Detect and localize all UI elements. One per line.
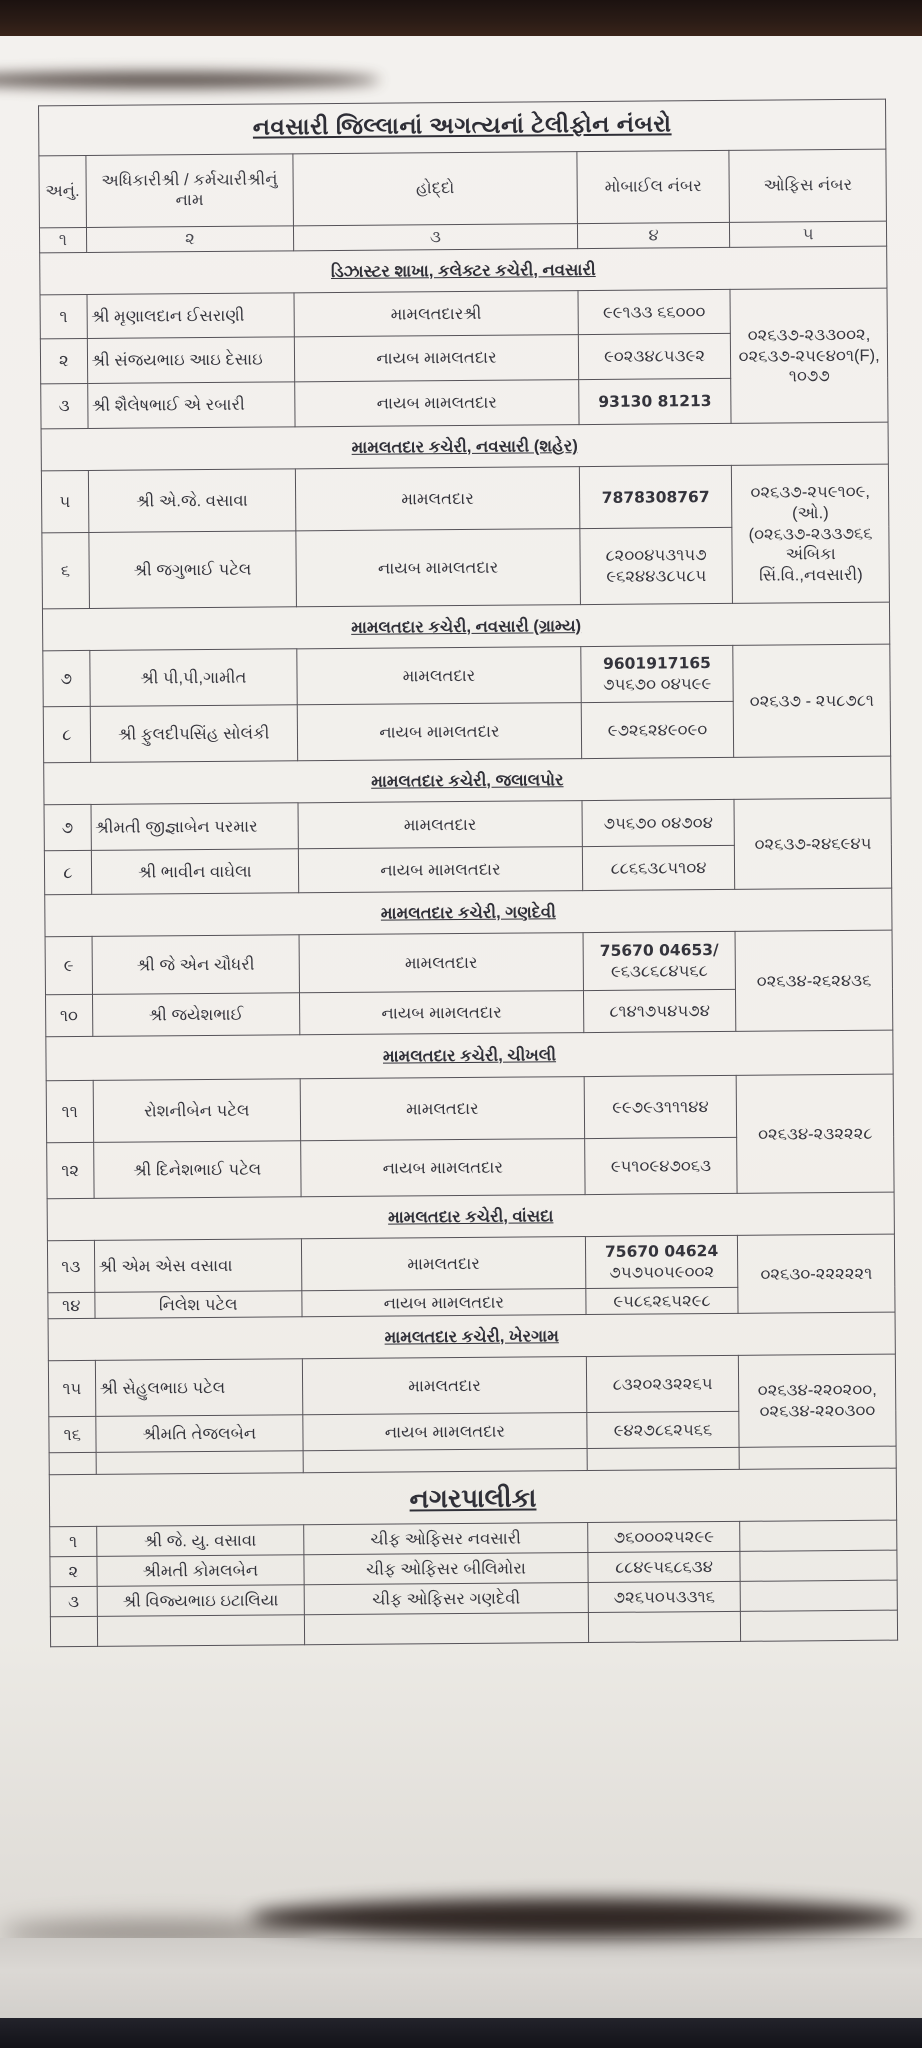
table-row — [43, 645, 890, 708]
table-row — [44, 799, 891, 852]
mobile-cell: ૭૨૬૫૦૫૩૩૧૬ — [588, 1582, 741, 1613]
empty-cell — [739, 1447, 896, 1470]
mobile-cell: ૯૫૮૬૨૬૫૨૯૮ — [586, 1288, 739, 1315]
designation-cell: નાયબ મામલતદાર — [302, 1289, 586, 1317]
mobile-cell: 93130 81213 — [579, 379, 732, 425]
name-cell: શ્રી દિનેશભાઈ પટેલ — [93, 1141, 301, 1199]
column-number: ૫ — [730, 221, 887, 248]
section-title: મામલતદાર કચેરી, ખેરગામ — [48, 1313, 895, 1362]
name-cell: શ્રી જયેશભાઈ — [92, 993, 300, 1037]
serial-cell: ૧૩ — [47, 1241, 94, 1293]
table-row — [47, 1235, 894, 1294]
designation-cell: ચીફ ઓફિસર બીલિમોરા — [304, 1553, 588, 1585]
section-title: મામલતદાર કચેરી, ચીખલી — [46, 1031, 893, 1082]
designation-cell: ચીફ ઓફિસર ગણદેવી — [304, 1583, 588, 1615]
col-header-serial: અનું. — [39, 155, 86, 227]
designation-cell: મામલતદાર — [299, 933, 583, 993]
serial-cell: ૭ — [43, 651, 90, 707]
mobile-cell: ૮૧૪૧૭૫૪૫૭૪ — [583, 990, 736, 1033]
designation-cell: નાયબ મામલતદાર — [297, 703, 581, 761]
col-header-office: ઓફિસ નંબર — [729, 149, 886, 222]
mobile-cell: ૯૦૨૩૪૮૫૩૯૨ — [578, 334, 731, 380]
mobile-cell: ૭૬૦૦૦૨૫૨૯૯ — [587, 1522, 740, 1553]
scanned-document — [38, 99, 898, 1648]
serial-cell: ૧૪ — [48, 1293, 95, 1319]
serial-cell: ૭ — [44, 805, 91, 851]
designation-cell: નાયબ મામલતદાર — [303, 1413, 587, 1451]
name-cell: શ્રી એ.જે. વસાવા — [88, 469, 296, 533]
office-cell: ૦૨૬૩૪-૨૨૦૨૦૦, ૦૨૬૩૪-૨૨૦૩૦૦ — [739, 1355, 896, 1448]
table-row — [40, 289, 887, 340]
empty-cell — [304, 1613, 588, 1645]
empty-cell — [303, 1449, 587, 1473]
section-title: મામલતદાર કચેરી, જલાલપોર — [44, 757, 891, 806]
serial-cell: ૧૫ — [48, 1361, 95, 1417]
mobile-cell: ૯૫૧૦૯૪૭૦૬૩ — [584, 1138, 737, 1195]
name-cell: શ્રી મૃણાલદાન ઈસરાણી — [87, 293, 295, 339]
serial-cell: ૧૬ — [49, 1417, 96, 1453]
mobile-cell: 9601917165 ૭૫૬૭૦ ૦૪૫૯૯ — [581, 646, 734, 703]
photo-top-dark-bar — [0, 0, 922, 36]
name-cell: શ્રી સંજયભાઇ આઇ દેસાઇ — [87, 337, 295, 384]
section-title: મામલતદાર કચેરી, નવસારી (ગ્રામ્ય) — [42, 603, 889, 652]
section-title: ડિઝાસ્ટર શાખા, કલેક્ટર કચેરી, નવસારી — [40, 247, 887, 296]
serial-cell: ૮ — [44, 851, 91, 895]
section-title: મામલતદાર કચેરી, નવસારી (શહેર) — [41, 423, 888, 472]
serial-cell: ૫ — [41, 471, 88, 533]
name-cell: શ્રી જે. યુ. વસાવા — [96, 1525, 304, 1557]
serial-cell: ૩ — [41, 384, 88, 429]
photo-bottom-dark-bar — [0, 2018, 922, 2048]
designation-cell: મામલતદાર — [302, 1357, 586, 1415]
office-cell: ૦૨૬૩૭-૨૪૬૯૪૫ — [734, 799, 891, 890]
name-cell: શ્રી જગુભાઈ પટેલ — [88, 531, 296, 609]
serial-cell: ૧ — [50, 1527, 97, 1557]
name-cell: રોશનીબેન પટેલ — [93, 1079, 301, 1143]
table-row — [45, 931, 892, 996]
empty-cell — [587, 1448, 740, 1471]
office-cell: ૦૨૬૩૪-૨૬૨૪૩૬ — [735, 931, 892, 1032]
empty-cell — [741, 1611, 898, 1642]
serial-cell: ૧૧ — [46, 1081, 93, 1143]
office-cell: ૦૨૬૩૪-૨૩૨૨૨૮ — [736, 1075, 894, 1194]
serial-cell: ૩ — [50, 1587, 97, 1617]
name-cell: શ્રી એમ એસ વસાવા — [94, 1239, 302, 1293]
header-row — [39, 149, 887, 228]
office-cell: ૦૨૬૩૭-૨૫૯૧૦૯, (ઓ.) (૦૨૬૩૭-૨૩૩૭૬૬ અંબિકા સિં.વિ.,નવસારી) — [732, 465, 890, 604]
serial-cell: ૧૦ — [46, 995, 93, 1037]
designation-cell: મામલતદાર — [295, 467, 579, 531]
name-cell: શ્રીમતી જીજ્ઞાબેન પરમાર — [91, 803, 299, 851]
designation-cell: મામલતદાર — [300, 1077, 584, 1141]
empty-row — [50, 1611, 897, 1648]
name-cell: શ્રી શૈલેષભાઈ એ રબારી — [87, 382, 295, 429]
mobile-cell: 75670 04624 ૭૫૭૫૦૫૯૦૦૨ — [585, 1236, 738, 1289]
mobile-cell: ૮૮૪૯૫૬૮૬૩૪ — [588, 1552, 741, 1583]
section-title: નગરપાલીકા — [49, 1469, 896, 1528]
mobile-cell: ૮૨૦૦૪૫૩૧૫૭ ૯૬૨૪૪૩૮૫૮૫ — [580, 528, 733, 605]
section-title: મામલતદાર કચેરી, વાંસદા — [47, 1193, 894, 1242]
office-cell: ૦૨૬૩૭-૨૩૩૦૦૨, ૦૨૬૩૭-૨૫૯૪૦૧(F), ૧૦૭૭ — [730, 289, 888, 424]
document-title: નવસારી જિલ્લાનાં અગત્યનાં ટેલીફોન નંબરો — [252, 110, 672, 140]
empty-cell — [96, 1451, 304, 1475]
mobile-cell: ૯૭૨૬૨૪૯૦૯૦ — [581, 702, 734, 759]
designation-cell: નાયબ મામલતદાર — [295, 380, 579, 427]
designation-cell: નાયબ મામલતદાર — [294, 335, 578, 382]
name-cell: શ્રીમતિ તેજલબેન — [95, 1415, 303, 1453]
designation-cell: મામલતદારશ્રી — [294, 291, 578, 337]
mobile-cell: ૮૩૨૦૨૩૨૨૬૫ — [586, 1356, 739, 1413]
scan-shadow-bottom — [250, 1898, 910, 1938]
section-title: મામલતદાર કચેરી, ગણદેવી — [45, 889, 892, 938]
table-row — [48, 1355, 895, 1418]
mobile-cell: 75670 04653/ ૯૬૩૮૬૮૪૫૬૮ — [583, 932, 736, 991]
serial-cell: ૨ — [50, 1557, 97, 1587]
designation-cell: નાયબ મામલતદાર — [296, 529, 580, 607]
mobile-cell: ૮૮૬૬૩૮૫૧૦૪ — [582, 846, 735, 891]
designation-cell: મામલતદાર — [302, 1237, 586, 1291]
designation-cell: મામલતદાર — [298, 801, 582, 849]
name-cell: શ્રી જે એન ચૌધરી — [92, 935, 300, 995]
column-number: ૪ — [577, 222, 730, 249]
empty-cell — [97, 1615, 305, 1647]
photo-bottom-gray-strip — [0, 1938, 922, 2020]
mobile-cell: ૯૪૨૭૮૬૨૫૬૬ — [587, 1412, 740, 1449]
office-cell: ૦૨૬૩૭ - ૨૫૮૭૮૧ — [733, 645, 891, 758]
name-cell: શ્રી ફુલદીપસિંહ સોલંકી — [90, 705, 298, 763]
serial-cell: ૧૨ — [47, 1143, 94, 1199]
name-cell: શ્રીમતી કોમલબેન — [96, 1555, 304, 1587]
col-header-name: અધિકારીશ્રી / કર્મચારીશ્રીનું નામ — [85, 154, 293, 228]
name-cell: શ્રી ભાવીન વાઘેલા — [91, 849, 299, 895]
serial-cell: ૨ — [40, 339, 87, 384]
designation-cell: મામલતદાર — [297, 647, 581, 705]
column-number: ૩ — [294, 223, 578, 251]
designation-cell: નાયબ મામલતદાર — [300, 991, 584, 1035]
mobile-cell: ૭૫૬૭૦ ૦૪૭૦૪ — [582, 800, 735, 847]
empty-cell — [50, 1617, 97, 1647]
phone-directory-table — [38, 99, 898, 1648]
empty-cell — [740, 1551, 897, 1582]
name-cell: નિલેશ પટેલ — [94, 1291, 302, 1319]
column-number: ૧ — [39, 227, 86, 253]
serial-cell: ૧ — [40, 295, 87, 339]
table-row — [46, 1075, 893, 1144]
designation-cell: ચીફ ઓફિસર નવસારી — [304, 1523, 588, 1555]
name-cell: શ્રી વિજ્યભાઇ ઇટાલિયા — [97, 1585, 305, 1617]
mobile-cell: ૯૯૭૯૩૧૧૧૪૪ — [584, 1076, 737, 1139]
name-cell: શ્રી સેહુલભાઇ પટેલ — [95, 1359, 303, 1417]
empty-cell — [588, 1612, 741, 1643]
col-header-mobile: મોબાઈલ નંબર — [577, 150, 730, 223]
empty-cell — [49, 1453, 96, 1475]
empty-cell — [740, 1521, 897, 1552]
office-cell: ૦૨૬૩૦-૨૨૨૨૨૧ — [738, 1235, 895, 1314]
designation-cell: નાયબ મામલતદાર — [301, 1139, 585, 1197]
serial-cell: ૮ — [43, 707, 90, 763]
title-row — [39, 99, 886, 155]
col-header-designation: હોદ્દો — [293, 151, 577, 225]
empty-cell — [740, 1581, 897, 1612]
column-number: ૨ — [86, 226, 294, 253]
designation-cell: નાયબ મામલતદાર — [298, 847, 582, 893]
serial-cell: ૯ — [45, 937, 92, 995]
table-row — [41, 465, 888, 534]
serial-cell: ૬ — [42, 533, 89, 609]
mobile-cell: 7878308767 — [579, 466, 732, 529]
mobile-cell: ૯૯૧૩૩ ૬૬૦૦૦ — [578, 290, 731, 335]
name-cell: શ્રી પી,પી,ગામીત — [89, 649, 297, 707]
